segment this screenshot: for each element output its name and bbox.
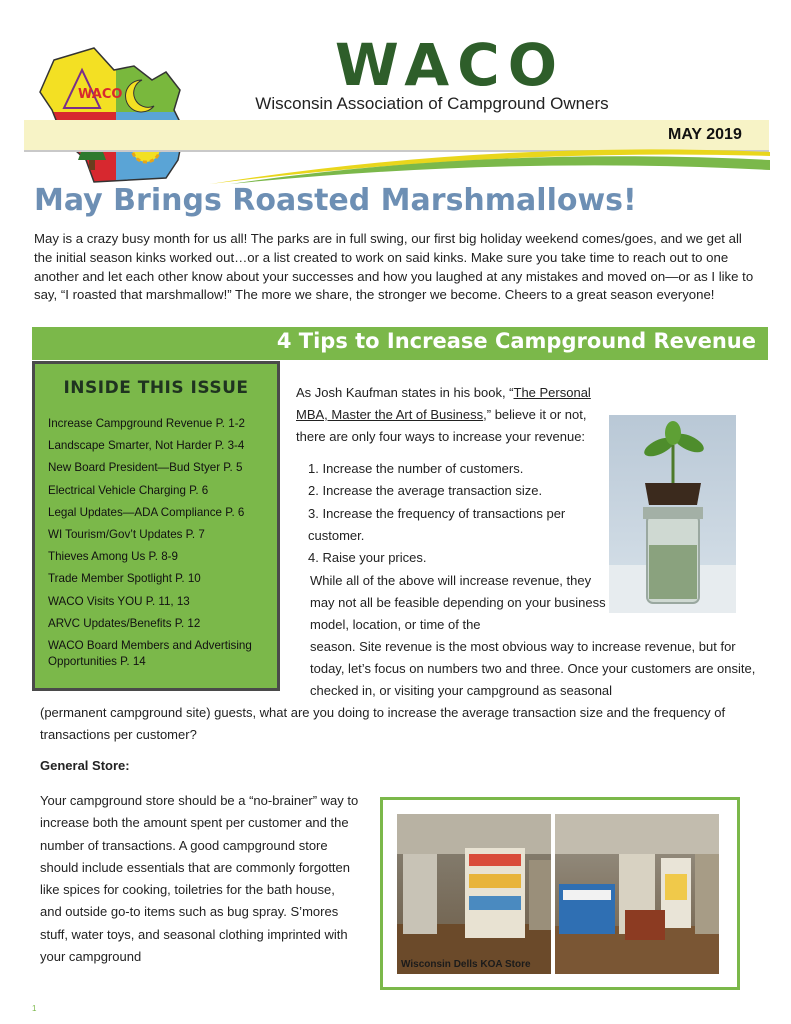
list-item: Trade Member Spotlight P. 10 (48, 572, 201, 586)
article-paragraph-4: (permanent campground site) guests, what are you doing to increase the average transaction size and the frequency of transactions per customer? (40, 705, 726, 742)
section-title: 4 Tips to Increase Campground Revenue (276, 329, 756, 353)
article-paragraph-3: season. Site revenue is the most obvious way to increase revenue, but for today, let’s focus on numbers two and three. Once your customers are onsite, checked in, or visiting your campground as seasonal (310, 639, 756, 698)
tips-list (308, 458, 608, 569)
article-paragraph-1 (296, 382, 596, 448)
intro-paragraph: May is a crazy busy month for us all! The parks are in full swing, our first big holiday weekend comes/goes, and we get all the initial season kinks worked out…or a list created to work on said kinks. Make sure you take time to reach out to one another and let each other know about your successes and how you laughed at any mistakes and moved on—or as I like to say, “I roasted that marshmallow!” The more we share, the stronger we become. Cheers to a great season everyone! (34, 231, 754, 303)
plant-jar-image (609, 415, 736, 613)
list-item: WI Tourism/Gov’t Updates P. 7 (48, 527, 205, 541)
list-item: Legal Updates—ADA Compliance P. 6 (48, 505, 245, 519)
list-item: ARVC Updates/Benefits P. 12 (48, 616, 201, 630)
list-item: 4. Raise your prices. (308, 550, 427, 566)
article-text: ,” believe it or not, there are only four ways to increase your revenue: (296, 407, 587, 444)
store-photo-right (555, 814, 719, 974)
store-interior-image (555, 814, 719, 974)
book-title: The Personal MBA, Master the Art of Business (296, 385, 591, 422)
article-text: As Josh Kaufman states in his book, “ (296, 385, 514, 400)
store-photo-left (397, 814, 551, 974)
plant-jar-photo (609, 415, 736, 613)
store-heading: General Store: (40, 758, 130, 773)
org-name: WACO (334, 31, 566, 99)
org-full-name: Wisconsin Association of Campground Owners (255, 94, 609, 113)
list-item: 2. Increase the average transaction size. (308, 483, 543, 499)
store-photo-frame (380, 797, 740, 990)
inside-title: INSIDE THIS ISSUE (63, 378, 249, 398)
page-number: 1 (32, 1004, 37, 1013)
photo-caption: Wisconsin Dells KOA Store (401, 959, 531, 970)
section-bar (32, 327, 768, 360)
list-item: WACO Board Members and Advertising Opportunities P. 14 (48, 638, 252, 668)
list-item: Electrical Vehicle Charging P. 6 (48, 483, 209, 497)
list-item: New Board President—Bud Styer P. 5 (48, 461, 243, 475)
headline: May Brings Roasted Marshmallows! (34, 183, 637, 218)
list-item: Increase Campground Revenue P. 1-2 (48, 417, 246, 430)
list-item: WACO Visits YOU P. 11, 13 (48, 594, 190, 608)
store-interior-image (397, 814, 551, 974)
article-paragraph-2: While all of the above will increase revenue, they may not all be feasible depending on your business model, location, or time of the (310, 573, 606, 632)
list-item: Landscape Smarter, Not Harder P. 3-4 (48, 439, 245, 453)
list-item: Thieves Among Us P. 8-9 (48, 550, 178, 564)
header-swoosh (190, 140, 770, 185)
list-item: 3. Increase the frequency of transactions per customer. (308, 505, 566, 543)
list-item: 1. Increase the number of customers. (308, 461, 524, 476)
inside-list (48, 416, 276, 676)
issue-date: MAY 2019 (668, 126, 742, 143)
inside-this-issue-box (32, 361, 280, 691)
svg-text:WACO: WACO (78, 87, 123, 102)
store-paragraph: Your campground store should be a “no-brainer” way to increase both the amount spent per customer and the number of transactions. A good campground store should include essentials that are commonly forgotten like spices for cooking, toiletries for the bath house, and outside go-to items such as bug spray. S’mores stuff, water toys, and seasonal clothing imprinted with your campground (40, 793, 359, 965)
waco-logo (34, 40, 192, 190)
